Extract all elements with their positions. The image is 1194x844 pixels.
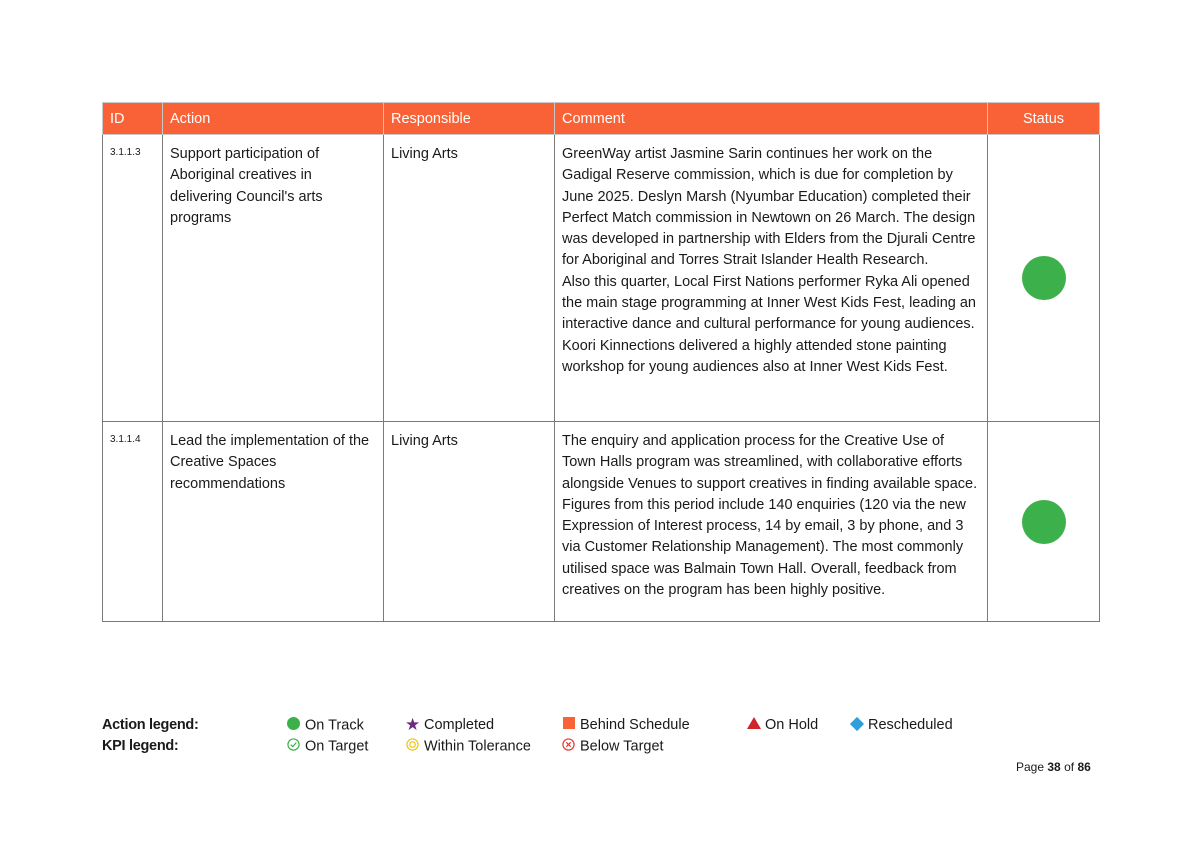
header-id: ID <box>103 103 163 135</box>
legend-item-behind-schedule <box>561 717 690 733</box>
row-action: Lead the implementation of the Creative Spaces recommendations <box>163 422 384 622</box>
red-triangle-icon <box>746 717 761 733</box>
legend-label: On Target <box>305 738 369 755</box>
row-id: 3.1.1.3 <box>103 135 163 422</box>
legend <box>102 717 1082 759</box>
page-of: of <box>1064 760 1075 774</box>
legend-item-rescheduled <box>849 717 953 733</box>
table-row <box>103 135 1100 422</box>
yellow-target-icon <box>405 738 420 755</box>
legend-label: Within Tolerance <box>424 738 531 755</box>
green-circle-icon <box>286 717 301 734</box>
row-comment <box>555 135 988 422</box>
blue-diamond-icon <box>849 717 864 733</box>
legend-label: On Hold <box>765 717 819 733</box>
row-status <box>988 422 1100 622</box>
legend-item-on-target <box>286 738 368 755</box>
green-check-circle-icon <box>286 738 301 755</box>
header-status: Status <box>988 103 1100 135</box>
kpi-legend-row <box>102 738 1082 759</box>
legend-label: Rescheduled <box>868 717 953 733</box>
red-cross-circle-icon <box>561 738 576 755</box>
page-prefix: Page <box>1016 760 1045 774</box>
comment-paragraph: Also this quarter, Local First Nations performer Ryka Ali opened the main stage programming at Inner West Kids Fest, leading an interactive dance and cultural performance for young audiences. Koori Kinnections delivered a highly attended stone painting workshop for young audiences also at Inner West Kids Fest. <box>562 273 977 375</box>
legend-label: On Track <box>305 717 364 734</box>
on-track-status-icon <box>1022 500 1066 544</box>
purple-star-icon: ★ <box>405 715 421 735</box>
legend-label: Behind Schedule <box>580 717 690 733</box>
legend-label: Completed <box>424 717 495 733</box>
table-row <box>103 422 1100 622</box>
action-legend-title: Action legend: <box>102 717 199 733</box>
legend-item-on-track <box>286 717 364 734</box>
comment-paragraph: The enquiry and application process for the Creative Use of Town Halls program was streamlined, with collaborative efforts alongside Venues to support creatives in finding available space. Figures from this period include 140 enquiries (120 via the new Expression of Interest process, 14 by email, 3 by phone, and 3 via Customer Relationship Management). The most commonly utilised space was Balmain Town Hall. Overall, feedback from creatives on the program has been highly positive. <box>562 433 978 599</box>
row-responsible: Living Arts <box>384 135 555 422</box>
row-status <box>988 135 1100 422</box>
header-comment: Comment <box>555 103 988 135</box>
legend-item-on-hold <box>746 717 818 733</box>
orange-square-icon <box>561 717 576 733</box>
legend-label: Below Target <box>580 738 664 755</box>
header-responsible: Responsible <box>384 103 555 135</box>
row-id: 3.1.1.4 <box>103 422 163 622</box>
legend-item-below-target <box>561 738 664 755</box>
page-current: 38 <box>1047 760 1061 774</box>
page-number <box>1016 760 1091 774</box>
actions-table <box>102 102 1100 622</box>
row-comment <box>555 422 988 622</box>
legend-item-within-tolerance <box>405 738 531 755</box>
page-total: 86 <box>1077 760 1091 774</box>
legend-item-completed <box>405 717 494 733</box>
on-track-status-icon <box>1022 256 1066 300</box>
table-header-row <box>103 103 1100 135</box>
row-responsible: Living Arts <box>384 422 555 622</box>
kpi-legend-title: KPI legend: <box>102 738 179 754</box>
header-action: Action <box>163 103 384 135</box>
row-action: Support participation of Aboriginal creatives in delivering Council's arts programs <box>163 135 384 422</box>
action-legend-row <box>102 717 1082 738</box>
comment-paragraph: GreenWay artist Jasmine Sarin continues her work on the Gadigal Reserve commission, which is due for completion by June 2025. Deslyn Marsh (Nyumbar Education) completed their Perfect Match commission in Newtown on 26 March. The design was developed in partnership with Elders from the Djurali Centre for Aboriginal and Torres Strait Islander Health Research. <box>562 146 976 269</box>
